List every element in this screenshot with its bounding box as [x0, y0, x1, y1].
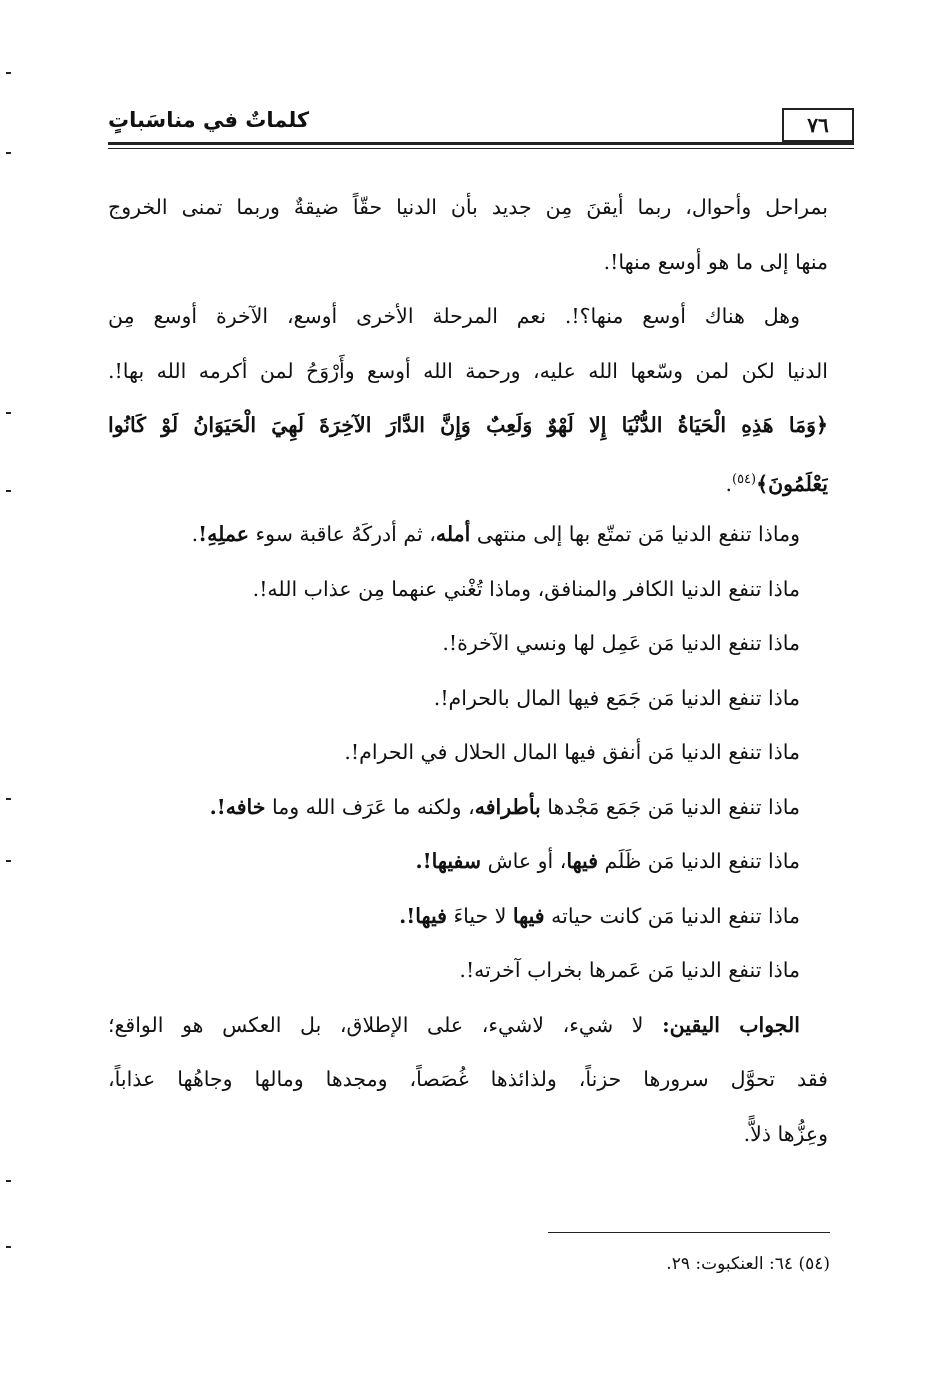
footnote-marker: (٥٤): [731, 471, 757, 487]
quran-verse-line: ﴿وَمَا هَذِهِ الْحَيَاةُ الدُّنْيَا إِلا لَهْوٌ وَلَعِبٌ وَإِنَّ الدَّارَ الآخِرَةَ لَهِيَ الْحَيَوَانُ لَوْ كَانُوا: [108, 413, 828, 437]
question-line: [108, 507, 828, 562]
question-line: ماذا تنفع الدنيا مَن أنفق فيها المال الحلال في الحرام!.: [344, 740, 800, 764]
paragraph-line: الدنيا لكن لمن وسّعها الله عليه، ورحمة الله أوسع وأَرْوَحُ لمن أكرمه الله بها!.: [108, 358, 828, 383]
paragraph-line: وهل هناك أوسع منها؟!. نعم المرحلة الأخرى أوسع، الآخرة أوسع مِن: [108, 304, 800, 328]
bold-run: أمله: [435, 522, 471, 546]
text-run: .: [191, 522, 199, 546]
bold-run: عملِهِ!: [198, 522, 249, 546]
paragraph-line: بمراحل وأحوال، ربما أيقنَ مِن جديد بأن الدنيا حقّاً ضيقةٌ وربما تمنى الخروج: [108, 195, 828, 219]
question-line: [108, 780, 828, 835]
question-line: ماذا تنفع الدنيا الكافر والمنافق، وماذا تُغْني عنهما مِن عذاب الله!.: [252, 576, 800, 601]
margin-mark: [6, 1246, 11, 1248]
paragraph-line: منها إلى ما هو أوسع منها!.: [603, 249, 828, 274]
text-run: ماذا تنفع الدنيا مَن جَمَع مَجْدها: [540, 794, 800, 819]
text-run: ، ولكنه ما عَرَف الله وما: [265, 794, 475, 819]
page-header: [108, 100, 854, 146]
question-line: ماذا تنفع الدنيا مَن عَمِل لها ونسي الآخرة!.: [442, 631, 800, 655]
margin-mark: [6, 412, 11, 414]
text-run: ، ثم أدركَهُ عاقبة سوء: [248, 522, 436, 546]
body-text: [108, 180, 828, 1161]
footnote: (٥٤) ٦٤: العنكبوت: ٢٩.: [666, 1254, 830, 1274]
running-title: كلماتٌ في مناسَباتٍ: [108, 108, 310, 132]
answer-line: وعِزُّها ذلاًّ.: [743, 1121, 828, 1146]
bold-run: فيها: [512, 903, 545, 928]
answer-heading: الجواب اليقين:: [662, 1012, 800, 1037]
margin-mark: [6, 798, 11, 800]
question-line: [108, 834, 828, 889]
answer-line: [108, 998, 828, 1053]
text-run: ، أو عاش: [481, 849, 567, 873]
text-run: وماذا تنفع الدنيا مَن تمتّع بها إلى منتهى: [470, 522, 800, 546]
footnote-rule: [548, 1232, 830, 1233]
page-number: ٧٦: [782, 108, 854, 142]
bold-run: فيها!.: [399, 903, 447, 928]
margin-mark: [6, 860, 11, 862]
quran-verse-line: [108, 453, 828, 508]
text-run: لا حياءَ: [446, 903, 513, 928]
text-run: ماذا تنفع الدنيا مَن كانت حياته: [544, 903, 800, 928]
quran-verse-text: يَعْلَمُونَ﴾: [756, 471, 828, 496]
text-run: ماذا تنفع الدنيا مَن ظَلَم: [598, 849, 800, 873]
margin-mark: [6, 490, 11, 492]
header-rule: [108, 142, 854, 145]
header-rule-thin: [108, 148, 854, 149]
text-run: لا شيء، لاشيء، على الإطلاق، بل العكس هو الواقع؛: [108, 1012, 663, 1037]
question-line: [108, 889, 828, 944]
question-line: ماذا تنفع الدنيا مَن عَمرها بخراب آخرته!.: [459, 958, 800, 982]
bold-run: سفيها!.: [415, 849, 482, 873]
margin-mark: [6, 1180, 11, 1182]
verse-end: .: [725, 471, 732, 496]
question-line: ماذا تنفع الدنيا مَن جَمَع فيها المال بالحرام!.: [433, 685, 800, 710]
answer-line: فقد تحوَّل سرورها حزناً، ولذائذها غُصَصاً، ومجدها ومالها وجاهُها عذاباً،: [108, 1067, 828, 1091]
bold-run: بأطرافه: [474, 794, 541, 819]
bold-run: خافه!.: [209, 794, 266, 819]
margin-mark: [6, 72, 11, 74]
bold-run: فيها: [566, 849, 599, 873]
margin-mark: [6, 152, 11, 154]
